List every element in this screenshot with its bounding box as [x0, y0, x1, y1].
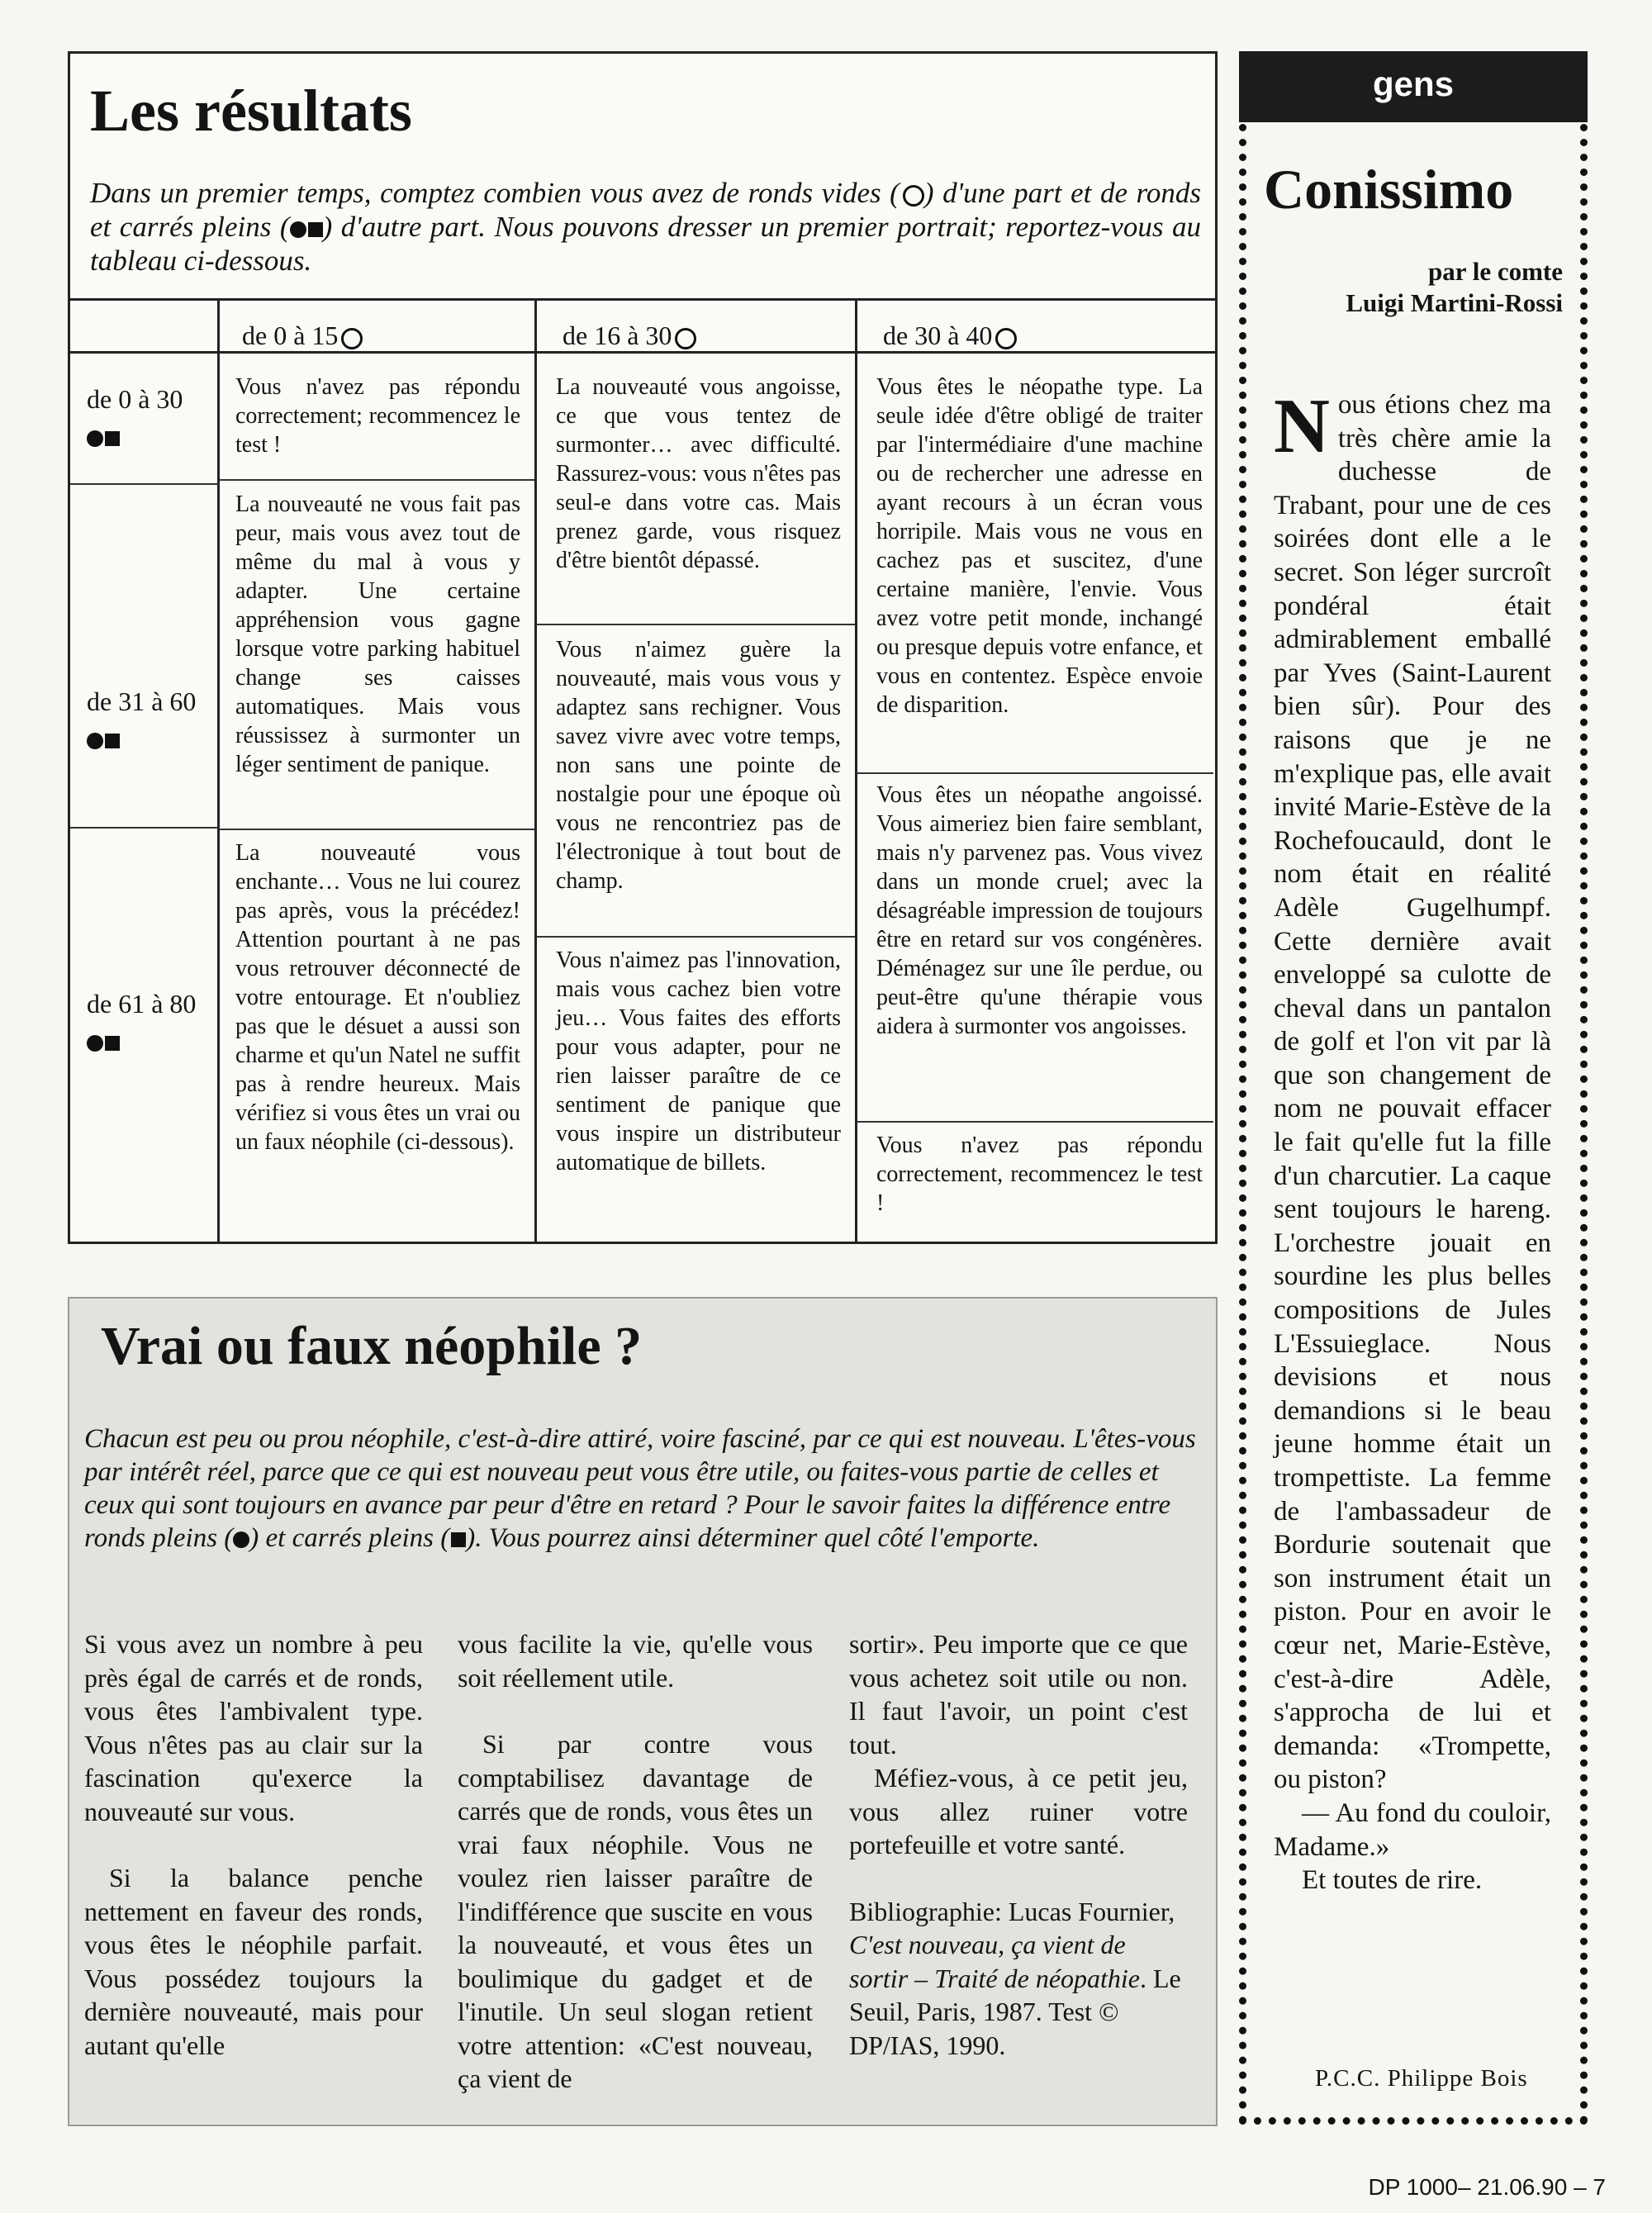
filled-circle-icon	[233, 1532, 249, 1548]
byline-author: Luigi Martini-Rossi	[1346, 288, 1563, 317]
article-paragraph: Méfiez-vous, à ce petit jeu, vous allez ruiner votre portefeuille et votre santé.	[849, 1763, 1188, 1859]
results-intro	[90, 176, 1201, 278]
row-header-label: de 0 à 30	[87, 384, 183, 414]
row-header-label: de 61 à 80	[87, 989, 197, 1019]
results-title: Les résultats	[90, 78, 412, 144]
empty-circle-icon	[995, 328, 1017, 349]
bibliography-book-title: C'est nouveau, ça vient de sortir – Traité de néopathie	[849, 1930, 1140, 1993]
intro-text: ) d'une part et de ronds et carrés pleins (	[90, 177, 1201, 243]
story-paragraph: ous étions chez ma très chère amie la duchesse de Trabant, pour une de ces soirées dont elle a le secret. Son léger surcroît pondéral était admirablement emballé par Yves (Saint-Laurent bien sûr). Pour des raisons que je ne m'explique pas, elle avait invité Marie-Estève de la Rochefoucauld, dont le nom était en réalité Adèle Gugelhumpf. Cette dernière avait enveloppé sa culotte de cheval dans un pantalon de golf et l'on vit par là que son changement de nom ne pouvait effacer le fait qu'elle fut la fille d'un charcutier. La caque sent toujours le hareng. L'orchestre jouait en sourdine les plus belles compositions de Jules L'Essuieglace. Nous devisions et nous demandions si le beau jeune homme était un trompettiste. La femme de l'ambassadeur de Bordurie soutenait que son instrument était un piston. Pour en avoir le cœur net, Marie-Estève, c'est-à-dire Adèle, s'approcha de lui et demanda: «Trompette, ou piston?	[1274, 390, 1551, 1795]
bibliography	[849, 1895, 1188, 2063]
byline	[1272, 256, 1563, 319]
cell-rule	[219, 829, 534, 830]
sidebar-title: Conissimo	[1264, 158, 1514, 221]
bibliography-text: Bibliographie: Lucas Fournier,	[849, 1896, 1175, 1926]
column-header-label: de 0 à 15	[242, 321, 339, 350]
filled-circle-icon	[87, 430, 103, 447]
filled-circle-icon	[87, 1035, 103, 1052]
page-footer: DP 1000– 21.06.90 – 7	[1368, 2174, 1606, 2200]
empty-circle-icon	[903, 185, 924, 207]
article-column-3	[849, 1627, 1188, 2062]
cell-rule	[536, 936, 855, 938]
article-column-2	[458, 1627, 813, 2096]
lead-text: ). Vous pourrez ainsi déterminer quel côté l'emporte.	[466, 1523, 1040, 1553]
col-rule	[855, 298, 857, 1242]
result-cell: Vous n'aimez pas l'innovation, mais vous cachez bien votre jeu… Vous faites des efforts pour vous adapter, pour ne rien laisser paraître de ce sentiment de panique que vous inspire un distributeur automatique de billets.	[556, 947, 841, 1175]
neophile-article	[68, 1297, 1218, 2126]
row-header-label: de 31 à 60	[87, 686, 197, 716]
article-column-1	[84, 1627, 423, 2062]
bibliography-text: . Le Seuil, Paris, 1987. Test © DP/IAS, 1990.	[849, 1963, 1181, 2060]
row-header	[87, 686, 196, 753]
result-cell: Vous êtes le néopathe type. La seule idée d'être obligé de traiter par l'intermédiaire d'une machine ou de rechercher une adresse en ayant recours à un écran vous horripile. Mais vous ne vous en cachez pas et suscitez, d'une certaine manière, l'envie. Vous avez votre petit monde, inchangé ou presque depuis votre enfance, et vous en contentez. Espèce envoie de disparition.	[876, 374, 1203, 718]
row-header	[87, 384, 183, 450]
col-rule	[217, 298, 220, 1242]
col-rule	[534, 298, 537, 1242]
article-paragraph: Si vous avez un nombre à peu près égal de carrés et de ronds, vous êtes l'ambivalent type. Vous n'êtes pas au clair sur la fascination qu'exerce la nouveauté sur vous.	[84, 1629, 423, 1826]
empty-circle-icon	[341, 328, 363, 349]
result-cell: Vous n'aimez guère la nouveauté, mais vous vous y adaptez sans rechigner. Vous savez vivre avec votre temps, non sans une pointe de nostalgie pour une époque où vous ne rencontriez pas de l'électronique à tout bout de champ.	[556, 637, 841, 894]
article-paragraph: vous facilite la vie, qu'elle vous soit réellement utile.	[458, 1629, 813, 1693]
byline-line: par le comte	[1428, 257, 1563, 286]
column-header	[242, 316, 363, 354]
column-header	[883, 316, 1017, 354]
section-header: gens	[1239, 51, 1588, 122]
result-cell: Vous êtes un néopathe angoissé. Vous aimeriez bien faire semblant, mais n'y parvenez pas. Vous vivez dans un monde cruel; avec la désagréable impression de toujours être en retard sur vos congénères. Déménagez sur une île perdue, ou peut-être qu'une thérapie vous aidera à surmonter vos angoisses.	[876, 782, 1203, 1039]
story-paragraph: — Au fond du couloir, Madame.»	[1274, 1797, 1551, 1862]
lead-text: Chacun est peu ou prou néophile, c'est-à-dire attiré, voire fasciné, par ce qui est nouveau. L'êtes-vous par intérêt réel, parce que ce qui est nouveau peut vous être utile, ou faites-vous partie de celles et ceux qui sont toujours en avance par peur d'être en retard ? Pour le savoir faites la différence entre ronds pleins (	[84, 1424, 1196, 1553]
column-header-label: de 30 à 40	[883, 321, 993, 350]
result-cell: La nouveauté vous enchante… Vous ne lui courez pas après, vous la précédez! Attention pourtant à ne pas vous retrouver déconnecté de votre entourage. Et n'oubliez pas que le désuet a aussi son charme et qu'un Natel ne suffit pas à rendre heureux. Mais vérifiez si vous êtes un vrai ou un faux néophile (ci-dessous).	[235, 840, 520, 1155]
cell-rule	[857, 1121, 1213, 1123]
filled-square-icon	[308, 222, 323, 237]
article-title: Vrai ou faux néophile ?	[101, 1316, 643, 1376]
column-header-label: de 16 à 30	[563, 321, 672, 350]
result-cell: Vous n'avez pas répondu correctement; recommencez le test !	[235, 374, 520, 458]
filled-square-icon	[105, 431, 120, 446]
sidebar-story	[1274, 383, 1551, 1897]
article-paragraph: Si la balance penche nettement en faveur des ronds, vous êtes le néophile parfait. Vous possédez toujours la dernière nouveauté, mais pour autant qu'elle	[84, 1863, 423, 2060]
cell-rule	[857, 772, 1213, 774]
row-rule	[70, 827, 219, 829]
result-cell: Vous n'avez pas répondu correctement, recommencez le test !	[876, 1133, 1203, 1216]
row-header	[87, 989, 196, 1055]
row-rule	[70, 483, 219, 485]
column-header	[563, 316, 696, 354]
filled-square-icon	[105, 1036, 120, 1051]
intro-text: Dans un premier temps, comptez combien vous avez de ronds vides (	[90, 177, 900, 209]
article-paragraph: Si par contre vous comptabilisez davantage de carrés que de ronds, vous êtes un vrai faux néophile. Vous ne voulez rien laisser paraître de l'indifférence que suscite en vous la nouveauté, et vous êtes un boulimique du gadget et de l'inutile. Un seul slogan retient votre attention: «C'est nouveau, ça vient de	[458, 1729, 813, 2093]
result-cell: La nouveauté vous angoisse, ce que vous tentez de surmonter… avec difficulté. Rassurez-vous: vous n'êtes pas seul-e dans votre cas. Mais prenez garde, vous risquez d'être bientôt dépassé.	[556, 374, 841, 573]
lead-text: ) et carrés pleins (	[249, 1523, 450, 1553]
results-box	[68, 51, 1218, 1244]
filled-square-icon	[451, 1532, 466, 1547]
filled-square-icon	[105, 734, 120, 748]
article-lead	[84, 1422, 1199, 1555]
result-cell: La nouveauté ne vous fait pas peur, mais vous avez tout de même du mal à vous y adapter. Une certaine appréhension vous gagne lorsque votre parking habituel change ses caisses automatiques. Mais vous réussissez à surmonter un léger sentiment de panique.	[235, 492, 520, 777]
table-top-rule	[70, 298, 1215, 301]
empty-circle-icon	[675, 328, 696, 349]
cell-rule	[536, 624, 855, 625]
filled-circle-icon	[290, 221, 306, 238]
story-paragraph: Et toutes de rire.	[1302, 1865, 1483, 1896]
signature: P.C.C. Philippe Bois	[1315, 2065, 1528, 2092]
article-paragraph: sortir». Peu importe que ce que vous achetez soit utile ou non. Il faut l'avoir, un point c'est tout.	[849, 1629, 1188, 1759]
drop-cap: N	[1274, 383, 1330, 469]
intro-text: ) d'autre part. Nous pouvons dresser un premier portrait; reportez-vous au tableau ci-dessous.	[90, 211, 1201, 277]
filled-circle-icon	[87, 733, 103, 749]
cell-rule	[219, 479, 534, 481]
